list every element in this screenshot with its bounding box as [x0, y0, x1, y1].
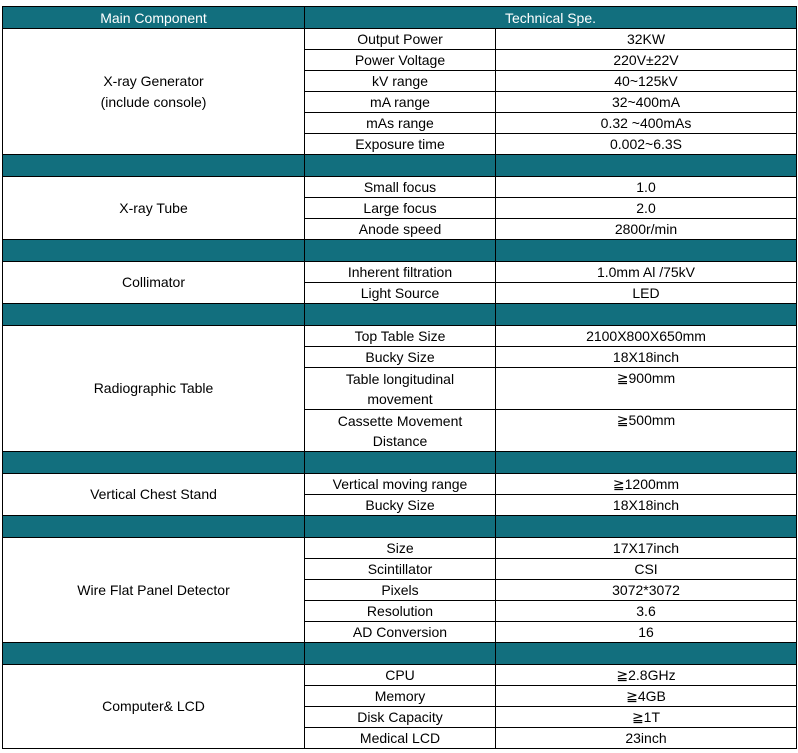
- component-name: Computer& LCD: [3, 665, 305, 749]
- spec-value: 32~400mA: [496, 92, 797, 113]
- spec-value: 0.002~6.3S: [496, 134, 797, 155]
- spec-value: 32KW: [496, 29, 797, 50]
- spec-parameter: Small focus: [305, 177, 496, 198]
- spec-value: 220V±22V: [496, 50, 797, 71]
- spec-parameter: Inherent filtration: [305, 262, 496, 283]
- spec-row: [3, 262, 797, 283]
- section-separator: [3, 304, 797, 326]
- separator-cell: [3, 304, 305, 326]
- spec-row: [3, 538, 797, 559]
- separator-cell: [3, 452, 305, 474]
- section-separator: [3, 516, 797, 538]
- separator-cell: [3, 643, 305, 665]
- component-name: Radiographic Table: [3, 326, 305, 452]
- component-name: Collimator: [3, 262, 305, 304]
- separator-cell: [305, 516, 496, 538]
- separator-cell: [305, 240, 496, 262]
- spec-value: 2.0: [496, 198, 797, 219]
- spec-parameter: mA range: [305, 92, 496, 113]
- spec-value: 1.0: [496, 177, 797, 198]
- spec-parameter: Bucky Size: [305, 495, 496, 516]
- spec-parameter: CPU: [305, 665, 496, 686]
- spec-parameter: Anode speed: [305, 219, 496, 240]
- spec-value: 3072*3072: [496, 580, 797, 601]
- spec-parameter: Output Power: [305, 29, 496, 50]
- spec-parameter: Large focus: [305, 198, 496, 219]
- section-separator: [3, 643, 797, 665]
- separator-cell: [305, 155, 496, 177]
- spec-value: CSI: [496, 559, 797, 580]
- spec-parameter: Medical LCD: [305, 728, 496, 749]
- spec-parameter: mAs range: [305, 113, 496, 134]
- spec-parameter: Bucky Size: [305, 347, 496, 368]
- component-name: Wire Flat Panel Detector: [3, 538, 305, 643]
- spec-value: 40~125kV: [496, 71, 797, 92]
- separator-cell: [3, 155, 305, 177]
- spec-parameter: Pixels: [305, 580, 496, 601]
- spec-value: ≧1200mm: [496, 474, 797, 495]
- spec-value: 18X18inch: [496, 495, 797, 516]
- spec-table: [2, 6, 797, 749]
- spec-value: 3.6: [496, 601, 797, 622]
- component-name: X-ray Generator (include console): [3, 29, 305, 155]
- section-separator: [3, 155, 797, 177]
- spec-row: [3, 665, 797, 686]
- spec-value: 2100X800X650mm: [496, 326, 797, 347]
- spec-value: 23inch: [496, 728, 797, 749]
- spec-value: 17X17inch: [496, 538, 797, 559]
- separator-cell: [496, 643, 797, 665]
- spec-parameter: Table longitudinal movement: [305, 368, 496, 410]
- spec-value: ≧900mm: [496, 368, 797, 410]
- spec-parameter: Memory: [305, 686, 496, 707]
- separator-cell: [3, 240, 305, 262]
- separator-cell: [496, 516, 797, 538]
- header-row: [3, 7, 797, 29]
- spec-value: ≧2.8GHz: [496, 665, 797, 686]
- spec-value: ≧500mm: [496, 410, 797, 452]
- spec-parameter: Size: [305, 538, 496, 559]
- header-main-component: Main Component: [3, 7, 305, 29]
- component-name: X-ray Tube: [3, 177, 305, 240]
- spec-table-body: [3, 7, 797, 749]
- section-separator: [3, 452, 797, 474]
- spec-parameter: Scintillator: [305, 559, 496, 580]
- spec-parameter: Exposure time: [305, 134, 496, 155]
- separator-cell: [496, 240, 797, 262]
- separator-cell: [305, 643, 496, 665]
- spec-row: [3, 474, 797, 495]
- separator-cell: [496, 452, 797, 474]
- component-name: Vertical Chest Stand: [3, 474, 305, 516]
- spec-value: 18X18inch: [496, 347, 797, 368]
- spec-parameter: Power Voltage: [305, 50, 496, 71]
- header-technical-spec: Technical Spe.: [305, 7, 797, 29]
- spec-parameter: kV range: [305, 71, 496, 92]
- spec-value: 16: [496, 622, 797, 643]
- spec-value: LED: [496, 283, 797, 304]
- section-separator: [3, 240, 797, 262]
- spec-row: [3, 29, 797, 50]
- spec-parameter: Vertical moving range: [305, 474, 496, 495]
- spec-row: [3, 177, 797, 198]
- spec-parameter: Light Source: [305, 283, 496, 304]
- spec-parameter: Cassette Movement Distance: [305, 410, 496, 452]
- spec-value: ≧1T: [496, 707, 797, 728]
- separator-cell: [305, 304, 496, 326]
- separator-cell: [496, 155, 797, 177]
- separator-cell: [3, 516, 305, 538]
- spec-value: 0.32 ~400mAs: [496, 113, 797, 134]
- spec-parameter: Disk Capacity: [305, 707, 496, 728]
- spec-parameter: Resolution: [305, 601, 496, 622]
- spec-parameter: Top Table Size: [305, 326, 496, 347]
- spec-row: [3, 326, 797, 347]
- spec-value: 2800r/min: [496, 219, 797, 240]
- spec-parameter: AD Conversion: [305, 622, 496, 643]
- separator-cell: [305, 452, 496, 474]
- spec-value: 1.0mm Al /75kV: [496, 262, 797, 283]
- spec-value: ≧4GB: [496, 686, 797, 707]
- separator-cell: [496, 304, 797, 326]
